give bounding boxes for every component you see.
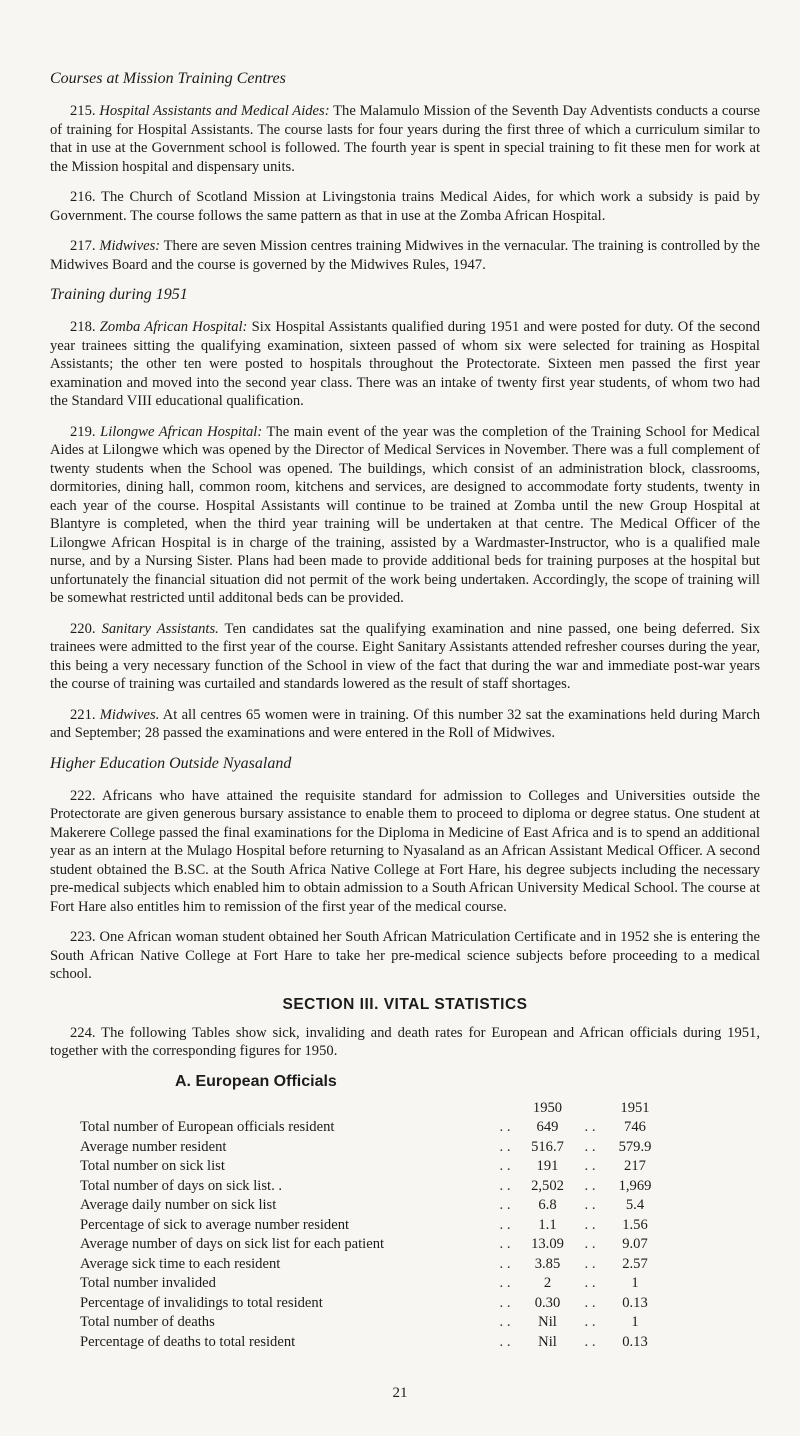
row-label: Average number of days on sick list for each patient [80,1236,385,1252]
table-row [80,1136,665,1156]
paragraph-text: The main event of the year was the completion of the Training School for Medical Aides at Lilongwe which was opened by the Director of Medical Services in November. There was a full complement of twenty students when the School was opened. The buildings, which consist of an administration block, classrooms, dormitories, dining hall, common room, kitchens and services, are designed to accommodate forty students, twenty in each year of the course. Hospital Assistants will continue to be trained at Zomba until the new Group Hospital at Blantyre is completed, when the third year training will be undertaken at that centre. The Medical Officer of the Lilongwe African Hospital is in charge of the training, assisted by a Wardmaster-Instructor, who is a qualified male nurse, and by a Nursing Sister. Plans had been made to provide additional beds for training purposes at the hospital but unfortunately the financial situation did not permit of the work being undertaken. Accordingly, the scope of training will be somewhat restricted until additonal beds can be provided. [50,423,760,606]
row-leader-dots: . . [499,1177,511,1194]
column-header-1950: 1950 [532,1099,563,1116]
heading-higher-education: Higher Education Outside Nyasaland [50,754,292,772]
heading-training: Training during 1951 [50,286,188,303]
table-row [80,1292,665,1312]
row-leader-dots: . . [584,1138,596,1155]
paragraph-222: 222. Africans who have attained the requisite standard for admission to Colleges and Universities outside the Protectorate are given generous bursary assistance to enable them to proceed to diploma or degree status. One student at Makerere College passed the final examinations for the Diploma in Medicine of East Africa and is to spend an additional year as an intern at the Mulago Hospital before returning to Nyasaland as an African Assistant Medical Officer. A second student obtained the B.SC. at the South Africa Native College at Fort Hare, his degree subjects including the necessary pre-medical subjects which enabled him to obtain admission to a South African University Medical School. The course at Fort Hare also entitles him to remission of the first year of the medical course. [50,787,760,915]
row-label: Total number of days on sick list. . [80,1177,283,1194]
value-1951: 217 [624,1158,646,1174]
row-leader-dots: . . [499,1236,511,1252]
row-leader-dots: . . [584,1294,596,1311]
paragraph-220 [50,620,760,694]
value-1950: Nil [538,1314,557,1330]
paragraph-text: Six Hospital Assistants qualified during 1951 and were posted for duty. Of the second year trainees sitting the qualifying examination, sixteen passed of whom six were selected for training as Hospital Assistants; the other ten were posted to hospitals throughout the Protectorate. Sixteen men passed the first year examination and moved into the second year class. There was an intake of twenty first year students, of whom two had the Standard VIII educational qualification. [50,319,760,409]
paragraph-number: 219. [70,423,96,440]
paragraph-number: 217. [70,238,96,254]
row-leader-dots: . . [584,1216,596,1233]
value-1950: 649 [536,1119,559,1135]
row-label: Average daily number on sick list [80,1197,277,1213]
section-title: SECTION III. VITAL STATISTICS [282,995,528,1013]
value-1950: 0.30 [534,1294,561,1311]
value-1951: 746 [624,1119,646,1135]
row-leader-dots: . . [499,1255,511,1272]
row-label: Total number on sick list [80,1158,225,1174]
row-leader-dots: . . [584,1236,596,1252]
value-1950: 3.85 [534,1255,561,1272]
value-1950: 13.09 [531,1236,564,1252]
heading-courses: Courses at Mission Training Centres [50,70,286,87]
row-leader-dots: . . [499,1333,511,1350]
paragraph-title: Lilongwe African Hospital: [100,423,263,440]
table-row [80,1312,665,1332]
row-label: Average number resident [80,1138,227,1155]
row-leader-dots: . . [584,1197,596,1213]
value-1950: 1.1 [538,1216,557,1233]
table-row [80,1331,665,1351]
paragraph-221 [50,706,760,743]
paragraph-number: 215. [70,103,96,119]
paragraph-215 [50,102,760,176]
value-1950: 191 [536,1158,559,1174]
row-label: Percentage of sick to average number resident [80,1216,350,1233]
row-leader-dots: . . [499,1158,511,1174]
paragraph-224: 224. The following Tables show sick, invaliding and death rates for European and African officials during 1951, together with the corresponding figures for 1950. [50,1024,760,1059]
paragraph-number: 220. [70,620,96,637]
paragraph-title: Hospital Assistants and Medical Aides: [99,103,330,119]
row-leader-dots: . . [584,1177,596,1194]
value-1950: Nil [538,1333,557,1350]
paragraph-number: 221. [70,706,96,723]
paragraph-219 [50,423,760,608]
paragraph-title: Zomba African Hospital: [99,319,248,335]
paragraph-title: Midwives. [99,706,160,723]
value-1951: 1,969 [618,1177,652,1194]
value-1951: 5.4 [625,1197,645,1213]
row-label: Total number invalided [80,1275,216,1291]
table-title: A. European Officials [175,1072,337,1090]
column-header-1951: 1951 [620,1099,650,1116]
table-row [80,1214,665,1234]
paragraph-217 [50,237,760,274]
paragraph-223: 223. One African woman student obtained her South African Matriculation Certificate and in 1952 she is entering the South African Native College at Fort Hare to take her pre-medical science subjects before proceeding to a medical school. [50,929,760,982]
value-1951: 0.13 [622,1294,648,1311]
row-leader-dots: . . [584,1158,596,1174]
table-row [80,1253,665,1273]
value-1951: 1.56 [622,1216,648,1233]
row-leader-dots: . . [499,1119,511,1135]
table-row [80,1175,665,1195]
paragraph-218 [50,318,760,411]
table-row [80,1234,665,1254]
row-leader-dots: . . [584,1314,596,1330]
paragraph-text: At all centres 65 women were in training. Of this number 32 sat the examinations held during March and September; 28 passed the examinations and were entered in the Roll of Midwives. [50,706,760,741]
row-label: Total number of deaths [80,1314,215,1330]
row-leader-dots: . . [499,1197,511,1213]
value-1950: 516.7 [531,1138,564,1155]
page-content [50,70,760,1351]
paragraph-title: Sanitary Assistants. [101,620,219,637]
value-1951: 9.07 [622,1236,648,1252]
row-leader-dots: . . [499,1294,511,1311]
row-label: Total number of European officials resident [80,1119,335,1135]
paragraph-text: There are seven Mission centres training Midwives in the vernacular. The training is controlled by the Midwives Board and the course is governed by the Midwives Rules, 1947. [50,238,760,273]
row-leader-dots: . . [499,1314,511,1330]
value-1951: 2.57 [622,1255,648,1272]
value-1950: 2,502 [531,1177,564,1194]
row-label: Percentage of deaths to total resident [80,1333,296,1350]
row-label: Average sick time to each resident [80,1255,281,1272]
value-1951: 1 [631,1314,639,1330]
row-leader-dots: . . [499,1138,511,1155]
value-1951: 0.13 [622,1333,648,1350]
statistics-table [80,1095,665,1351]
paragraph-text: Ten candidates sat the qualifying examination and nine passed, one being deferred. Six trainees were admitted to the first year of the course. Eight Sanitary Assistants attended refresher courses during the year, this being a very necessary function of the School in view of the fact that during the war and immediate post-war years the course of training was curtailed and standards lowered as the result of staff shortages. [50,620,760,692]
row-leader-dots: . . [584,1275,596,1291]
row-label: Percentage of invalidings to total resident [80,1294,323,1311]
table-row [80,1195,665,1215]
row-leader-dots: . . [499,1216,511,1233]
row-leader-dots: . . [584,1255,596,1272]
row-leader-dots: . . [584,1119,596,1135]
table-header-row [80,1095,665,1117]
table-row [80,1117,665,1137]
value-1950: 6.8 [538,1197,557,1213]
row-leader-dots: . . [499,1275,511,1291]
table-row [80,1156,665,1176]
table-row [80,1273,665,1293]
paragraph-216: 216. The Church of Scotland Mission at Livingstonia trains Medical Aides, for which work a subsidy is paid by Government. The course follows the same pattern as that in use at the Zomba African Hospital. [50,189,760,224]
paragraph-title: Midwives: [99,238,161,254]
row-leader-dots: . . [584,1333,596,1350]
paragraph-text: The Malamulo Mission of the Seventh Day Adventists conducts a course of training for Hospital Assistants. The course lasts for four years during the first three of which a curriculum similar to that in use at the Government school is followed. The fourth year is spent in special training to fit these men for work at the Mission hospital and dispensary units. [50,103,761,175]
value-1951: 579.9 [618,1138,652,1155]
value-1950: 2 [543,1275,552,1291]
paragraph-number: 218. [70,319,96,335]
page-number: 21 [392,1385,408,1401]
value-1951: 1 [631,1275,639,1291]
